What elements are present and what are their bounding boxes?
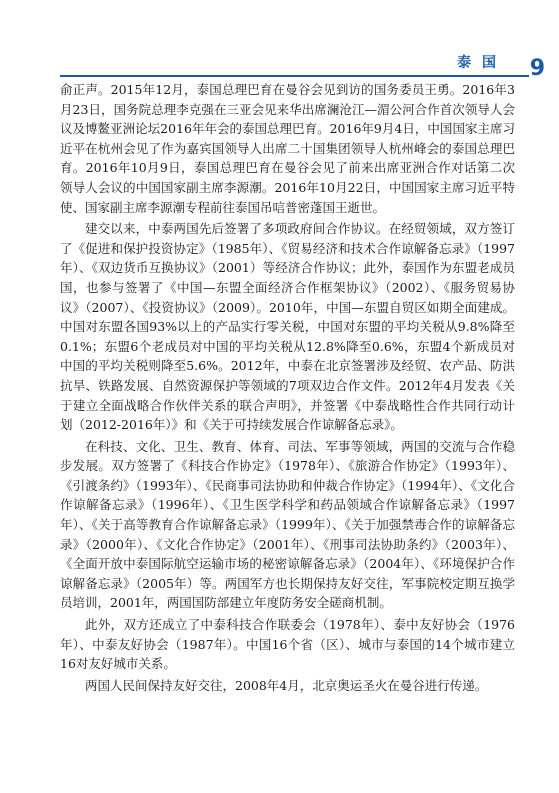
header-divider bbox=[60, 75, 529, 77]
paragraph: 在科技、文化、卫生、教育、体育、司法、军事等领域，两国的交流与合作稳步发展。双方签署了《科技合作协定》（1978年）、《旅游合作协定》（1993年）、《引渡条约》（1993年）、《民商事司法协助和仲裁合作协定》（1994年）、《文化合作谅解备忘录》（1996年）、《卫生医学科学和药品领域合作谅解备忘录》（1997年）、《关于高等教育合作谅解备忘录》（1999年）、《关于加强禁毒合作的谅解备忘录》（2000年）、《文化合作协定》（2001年）、《刑事司法协助条约》（2003年）、《全面开放中泰国际航空运输市场的秘密谅解备忘录》（2004年）、《环境保护合作谅解备忘录》（2005年）等。两国军方也长期保持友好交往，军事院校定期互换学员培训，2001年，两国国防部建立年度防务安全磋商机制。 bbox=[60, 438, 515, 611]
paragraph: 两国人民间保持友好交往，2008年4月，北京奥运圣火在曼谷进行传递。 bbox=[85, 677, 488, 693]
page-number: 9 bbox=[529, 56, 545, 81]
paragraph: 此外，双方还成立了中泰科技合作联委会（1978年）、泰中友好协会（1976年）、中泰友好协会（1987年）。中国16个省（区）、城市与泰国的14个城市建立16对友好城市关系。 bbox=[60, 617, 515, 672]
section-label: 泰 国 bbox=[457, 55, 499, 71]
paragraph: 建交以来，中泰两国先后签署了多项政府间合作协议。在经贸领域，双方签订了《促进和保护投资协定》（1985年）、《贸易经济和技术合作谅解备忘录》（1997年）、《双边货币互换协议》（2001）等经济合作协议；此外，泰国作为东盟老成员国，也参与签署了《中国—东盟全面经济合作框架协议》（2002）、《服务贸易协议》（2007）、《投资协议》（2009）。2010年，中国—东盟自贸区如期全面建成。中国对东盟各国93%以上的产品实行零关税，中国对东盟的平均关税从9.8%降至0.1%；东盟6个老成员对中国的平均关税从12.8%降至0.6%，东盟4个新成员对中国的平均关税则降至5.6%。2012年，中泰在北京签署涉及经贸、农产品、防洪抗旱、铁路发展、自然资源保护等领域的7项双边合作文件。2012年4月发表《关于建立全面战略合作伙伴关系的联合声明》，并签署《中泰战略性合作共同行动计划（2012-2016年）》和《关于可持续发展合作谅解备忘录》。 bbox=[60, 221, 515, 433]
page-header bbox=[0, 0, 559, 90]
paragraph: 俞正声。2015年12月，泰国总理巴育在曼谷会见到访的国务委员王勇。2016年3月23日，国务院总理李克强在三亚会见来华出席澜沧江—湄公河合作首次领导人会议及博鳌亚洲论坛2016年年会的泰国总理巴育。2016年9月4日，中国国家主席习近平在杭州会见了作为嘉宾国领导人出席二十国集团领导人杭州峰会的泰国总理巴育。2016年10月9日，泰国总理巴育在曼谷会见了前来出席亚洲合作对话第二次领导人会议的中国国家副主席李源潮。2016年10月22日，中国国家主席习近平特使、国家副主席李源潮专程前往泰国吊唁普密蓬国王逝世。 bbox=[60, 82, 515, 215]
body-text bbox=[60, 80, 515, 697]
